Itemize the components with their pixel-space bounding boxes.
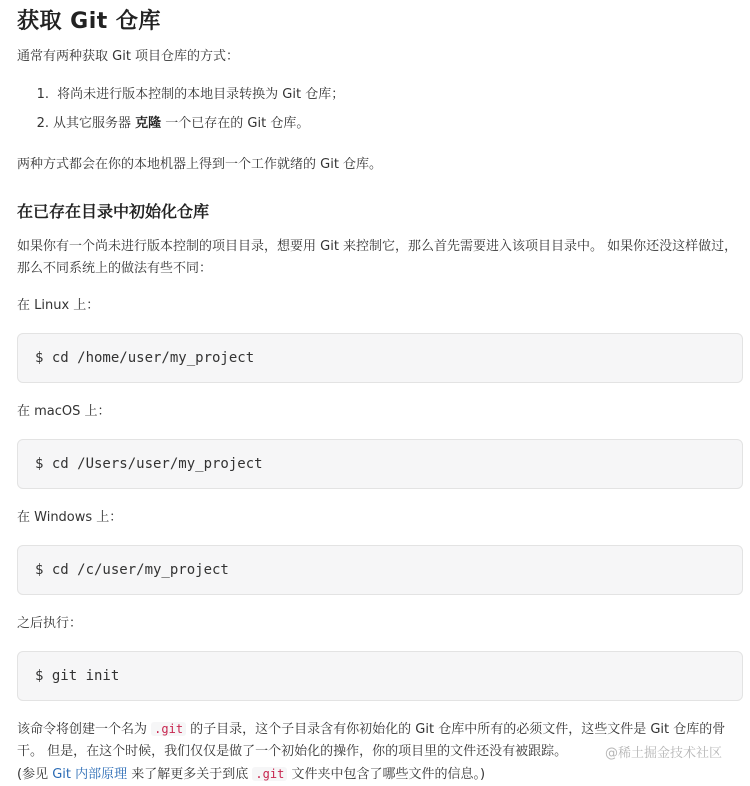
page-title: 获取 Git 仓库: [17, 9, 161, 34]
section-heading: 在已存在目录中初始化仓库: [17, 202, 210, 221]
section-intro-text: 如果你有一个尚未进行版本控制的项目目录，想要用 Git 来控制它，那么首先需要进入该项目目录中。 如果你还没这样做过，那么不同系统上的做法有些不同：: [17, 239, 738, 276]
list-item-text: 一个已存在的 Git 仓库。: [161, 116, 310, 131]
code-block-git-init[interactable]: $ git init: [17, 651, 743, 701]
windows-label: 在 Windows 上：: [17, 510, 123, 525]
list-item-text: 从其它服务器: [53, 116, 136, 131]
closing-text: (参见: [17, 767, 53, 782]
closing-text: 来了解更多关于到底: [127, 767, 253, 782]
list-number: 1.: [36, 87, 49, 102]
watermark: @稀土掘金技术社区: [604, 746, 722, 761]
linux-label: 在 Linux 上：: [17, 298, 100, 313]
inline-code: .git: [151, 722, 186, 736]
ways-list: [17, 84, 344, 142]
code-block-macos[interactable]: $ cd /Users/user/my_project: [17, 439, 743, 489]
bold-term: 克隆: [135, 116, 162, 131]
inline-code: .git: [252, 767, 287, 781]
then-label: 之后执行：: [17, 616, 83, 631]
closing-text: 文件夹中包含了哪些文件的信息。): [287, 767, 486, 782]
git-internals-link[interactable]: Git 内部原理: [52, 767, 128, 782]
list-number: 2.: [36, 116, 49, 131]
code-block-linux[interactable]: $ cd /home/user/my_project: [17, 333, 743, 383]
list-item: [17, 113, 344, 142]
closing-text: 该命令将创建一个名为: [17, 722, 152, 737]
macos-label: 在 macOS 上：: [17, 404, 111, 419]
code-block-windows[interactable]: $ cd /c/user/my_project: [17, 545, 743, 595]
summary-text: 两种方式都会在你的本地机器上得到一个工作就绪的 Git 仓库。: [17, 157, 383, 172]
list-item: [17, 84, 344, 113]
list-item-text: 将尚未进行版本控制的本地目录转换为 Git 仓库；: [57, 87, 345, 102]
closing-text: 的子目录，这个子目录含有你初始化的 Git 仓库中所有的必须文件，这些文件是 Git 仓库的骨干。 但是，在这个时候，我们仅仅是做了一个初始化的操作，你的项目里的文件还没有被跟踪。: [17, 722, 726, 759]
intro-text: 通常有两种获取 Git 项目仓库的方式：: [17, 49, 240, 64]
